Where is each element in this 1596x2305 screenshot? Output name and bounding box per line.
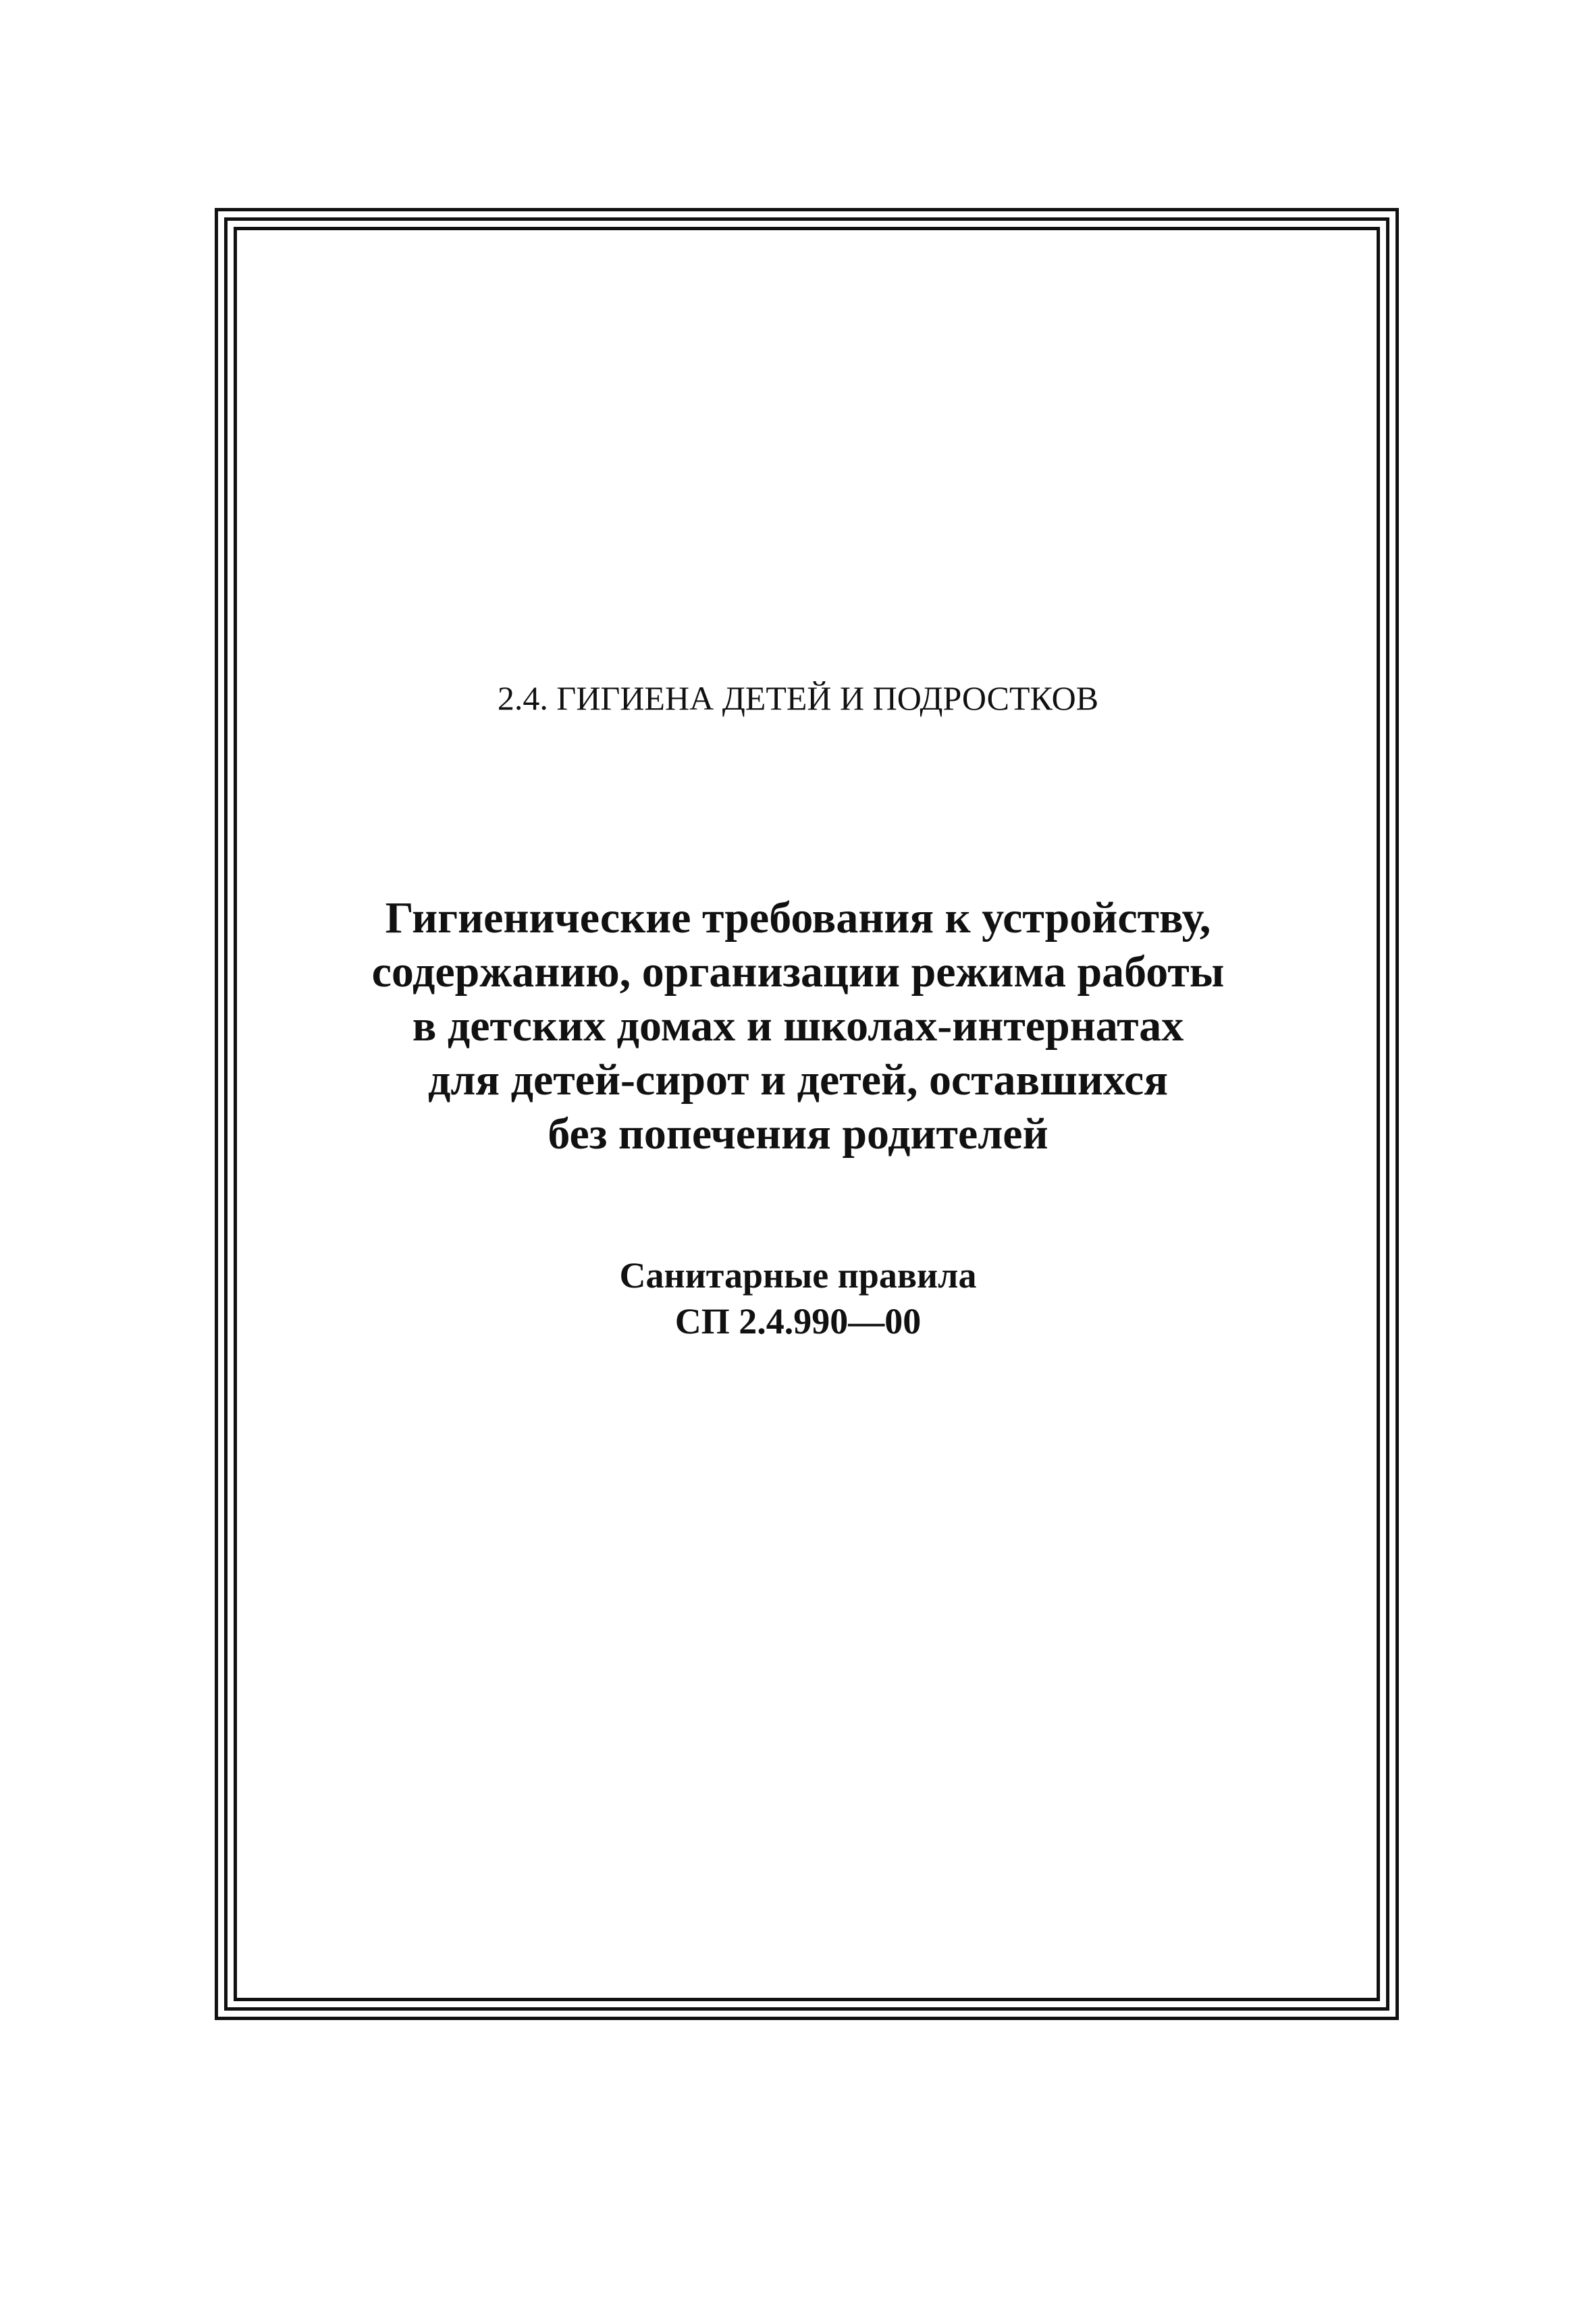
title-line-3: в детских домах и школах-интернатах <box>412 1001 1184 1051</box>
title-line-2: содержанию, организации режима работы <box>371 947 1225 997</box>
title-line-4: для детей-сирот и детей, оставшихся <box>427 1055 1169 1105</box>
title-line-1: Гигиенические требования к устройству, <box>385 893 1211 943</box>
document-title <box>0 891 1596 1161</box>
title-line-5: без попечения родителей <box>548 1109 1048 1159</box>
document-code: СП 2.4.990—00 <box>674 1301 922 1342</box>
document-type: Санитарные правила <box>619 1255 977 1296</box>
document-designation <box>0 1252 1596 1344</box>
section-heading: 2.4. ГИГИЕНА ДЕТЕЙ И ПОДРОСТКОВ <box>497 679 1099 717</box>
